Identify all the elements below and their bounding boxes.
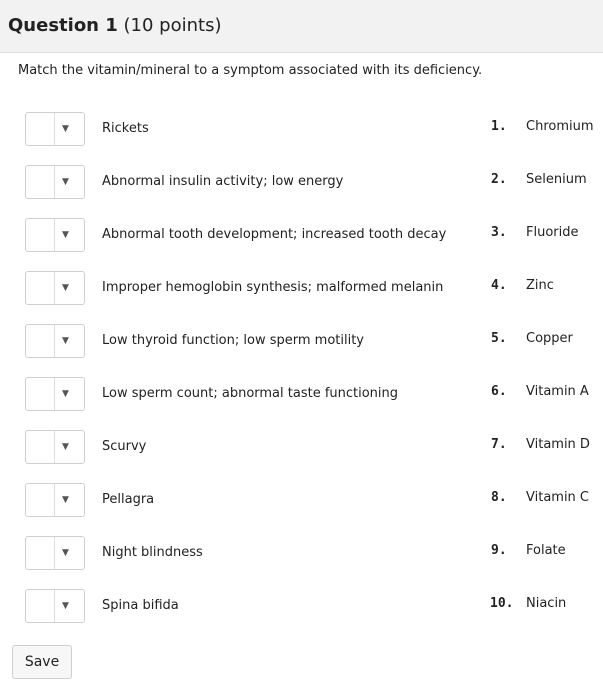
dropdown-value: [26, 537, 54, 569]
answer-name: Zinc: [526, 278, 554, 293]
answer-name: Folate: [526, 543, 566, 558]
match-row: [0, 430, 603, 470]
match-row: [0, 112, 603, 152]
answer-dropdown[interactable]: [25, 271, 85, 305]
answer-dropdown[interactable]: [25, 589, 85, 623]
dropdown-divider: [54, 431, 55, 463]
answer-dropdown[interactable]: [25, 483, 85, 517]
chevron-down-icon: ▼: [62, 230, 69, 240]
answer-name: Copper: [526, 331, 573, 346]
match-row: [0, 377, 603, 417]
answer-dropdown[interactable]: [25, 377, 85, 411]
chevron-down-icon: ▼: [62, 442, 69, 452]
answer-number: 4.: [491, 278, 507, 293]
symptom-label: Scurvy: [102, 439, 147, 454]
dropdown-divider: [54, 378, 55, 410]
answer-number: 2.: [491, 172, 507, 187]
symptom-label: Abnormal tooth development; increased tooth decay: [102, 227, 447, 242]
dropdown-divider: [54, 590, 55, 622]
dropdown-value: [26, 590, 54, 622]
answer-number: 8.: [491, 490, 507, 505]
dropdown-value: [26, 113, 54, 145]
instructions: Match the vitamin/mineral to a symptom associated with its deficiency.: [18, 63, 483, 78]
dropdown-divider: [54, 537, 55, 569]
symptom-label: Night blindness: [102, 545, 203, 560]
answer-number: 9.: [491, 543, 507, 558]
answer-number: 1.: [491, 119, 507, 134]
answer-name: Selenium: [526, 172, 587, 187]
dropdown-value: [26, 325, 54, 357]
symptom-label: Improper hemoglobin synthesis; malformed melanin: [102, 280, 444, 295]
chevron-down-icon: ▼: [62, 177, 69, 187]
answer-name: Niacin: [526, 596, 567, 611]
dropdown-value: [26, 166, 54, 198]
dropdown-divider: [54, 219, 55, 251]
symptom-label: Rickets: [102, 121, 149, 136]
chevron-down-icon: ▼: [62, 548, 69, 558]
symptom-label: Low sperm count; abnormal taste functioning: [102, 386, 399, 401]
match-row: [0, 324, 603, 364]
match-row: [0, 589, 603, 629]
save-button[interactable]: Save: [12, 645, 72, 679]
symptom-label: Spina bifida: [102, 598, 179, 613]
dropdown-value: [26, 484, 54, 516]
match-row: [0, 165, 603, 205]
answer-name: Vitamin C: [526, 490, 590, 505]
chevron-down-icon: ▼: [62, 601, 69, 611]
chevron-down-icon: ▼: [62, 389, 69, 399]
answer-dropdown[interactable]: [25, 324, 85, 358]
answer-number: 3.: [491, 225, 507, 240]
answer-dropdown[interactable]: [25, 112, 85, 146]
answer-number: 6.: [491, 384, 507, 399]
chevron-down-icon: ▼: [62, 336, 69, 346]
answer-number: 7.: [491, 437, 507, 452]
chevron-down-icon: ▼: [62, 124, 69, 134]
match-row: [0, 536, 603, 576]
symptom-label: Low thyroid function; low sperm motility: [102, 333, 364, 348]
match-row: [0, 218, 603, 258]
dropdown-divider: [54, 113, 55, 145]
match-row: [0, 483, 603, 523]
symptom-label: Abnormal insulin activity; low energy: [102, 174, 344, 189]
answer-number: 10.: [490, 596, 514, 611]
dropdown-divider: [54, 325, 55, 357]
question-title: [8, 15, 222, 36]
answer-dropdown[interactable]: [25, 165, 85, 199]
answer-name: Chromium: [526, 119, 594, 134]
answer-name: Vitamin D: [526, 437, 590, 452]
answer-dropdown[interactable]: [25, 218, 85, 252]
dropdown-value: [26, 219, 54, 251]
dropdown-divider: [54, 272, 55, 304]
dropdown-divider: [54, 484, 55, 516]
dropdown-value: [26, 272, 54, 304]
symptom-label: Pellagra: [102, 492, 155, 507]
chevron-down-icon: ▼: [62, 495, 69, 505]
answer-number: 5.: [491, 331, 507, 346]
match-row: [0, 271, 603, 311]
answer-name: Fluoride: [526, 225, 579, 240]
question-number: Question 1: [8, 15, 118, 36]
dropdown-value: [26, 378, 54, 410]
answer-dropdown[interactable]: [25, 430, 85, 464]
chevron-down-icon: ▼: [62, 283, 69, 293]
question-points: (10 points): [123, 15, 222, 36]
answer-dropdown[interactable]: [25, 536, 85, 570]
dropdown-divider: [54, 166, 55, 198]
answer-name: Vitamin A: [526, 384, 589, 399]
dropdown-value: [26, 431, 54, 463]
question-header: [0, 0, 603, 53]
